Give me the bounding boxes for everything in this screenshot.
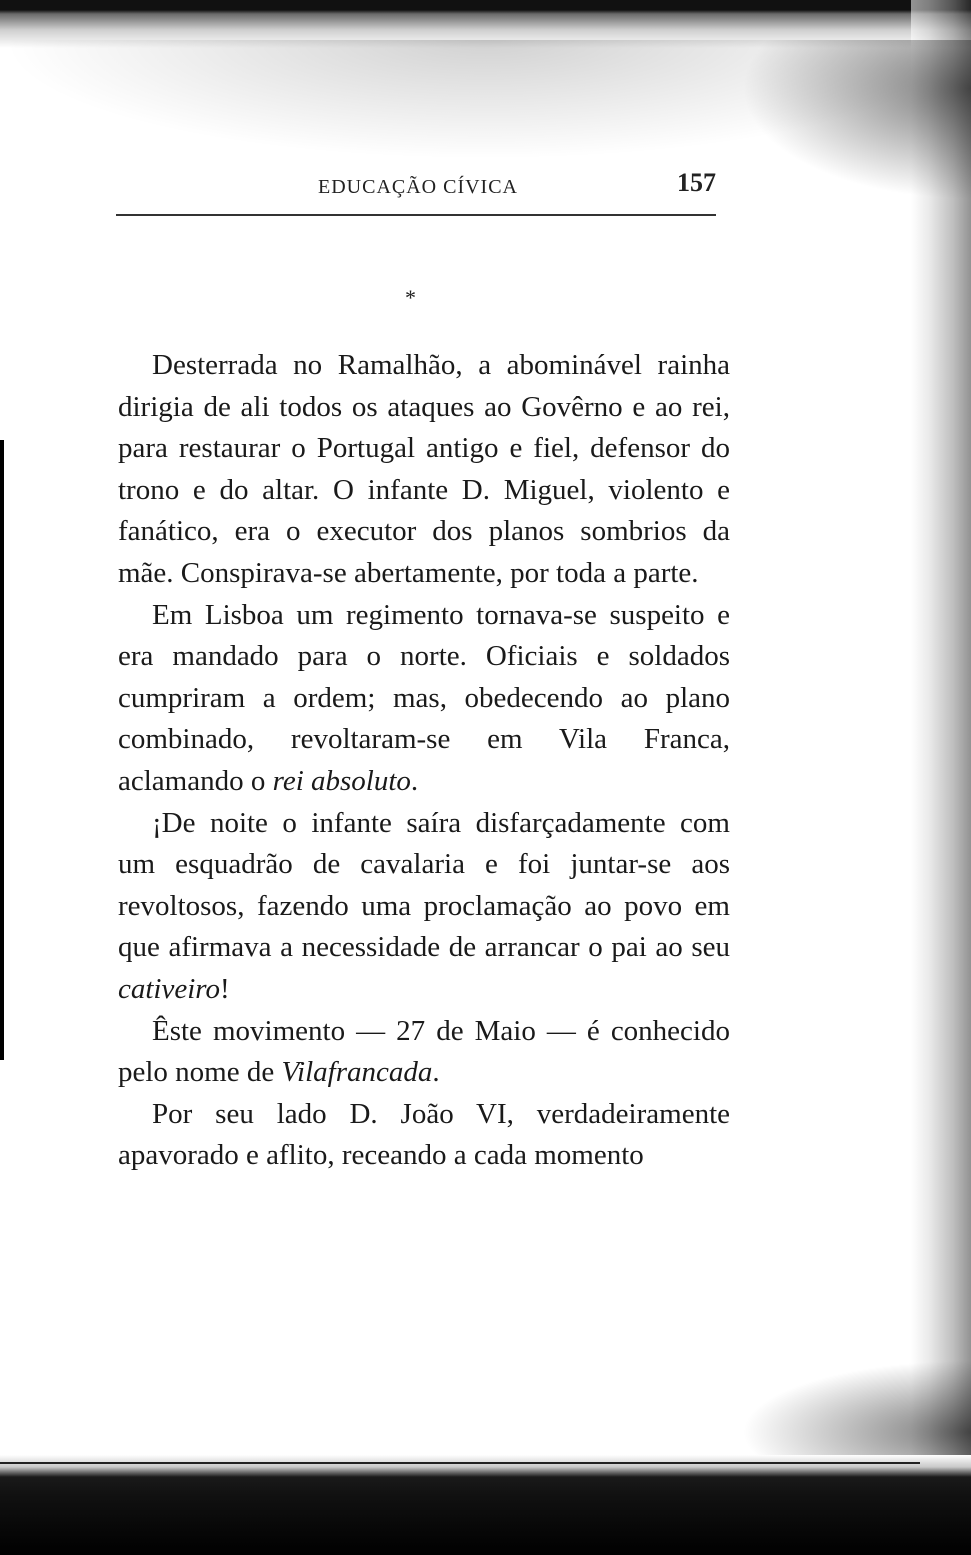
paragraph-text: ¡De noite o infante saíra disfarçadamente com um esquadrão de cavalaria e foi juntar-se aos revoltosos, fazendo uma proclamação ao povo em que afirmava a necessidade de arrancar o pai ao seu (118, 806, 730, 964)
paragraph-italic: cativeiro (118, 972, 220, 1005)
scan-edge-left (0, 440, 4, 1060)
paragraph-tail: . (432, 1056, 440, 1089)
scan-line-bottom (0, 1462, 920, 1464)
paragraph (118, 1011, 730, 1094)
paragraph (118, 1094, 730, 1177)
running-title: EDUCAÇÃO CÍVICA (318, 176, 518, 198)
scan-border-right (911, 0, 971, 1555)
paragraph-italic: rei absoluto (272, 764, 411, 797)
paragraph-tail: . (410, 764, 419, 797)
paragraph-text: Em Lisboa um regimento tornava-se suspeito e era mandado para o norte. Oficiais e soldados cumpriram a ordem; mas, obedecendo ao plano combinado, revoltaram-se em Vila Franca, aclamando o (118, 598, 730, 797)
paragraph-italic: Vilafrancada (281, 1056, 433, 1089)
body-text (118, 345, 730, 1177)
page-number: 157 (677, 168, 716, 197)
paragraph-text: Êste movimento — 27 de Maio — é conhecido pelo nome de (118, 1014, 730, 1089)
page-header (116, 168, 716, 208)
header-rule (116, 214, 716, 216)
paragraph-text: Por seu lado D. João VI, verdadeiramente apavorado e aflito, receando a cada momento (118, 1097, 730, 1172)
paragraph-text: Desterrada no Ramalhão, a abominável rainha dirigia de ali todos os ataques ao Govêrno e ao rei, para restaurar o Portugal antigo e fiel, defensor do trono e do altar. O infante D. Miguel, violento e fanático, era o executor dos planos sombrios da mãe. Conspirava-se abertamente, por toda a parte. (118, 349, 730, 589)
paragraph (118, 595, 730, 803)
scan-border-bottom (0, 1455, 971, 1555)
paragraph-tail: ! (220, 972, 230, 1005)
paragraph (118, 803, 730, 1011)
paragraph (118, 345, 730, 595)
section-ornament: * (405, 285, 416, 310)
scan-shadow-top-right (741, 40, 971, 200)
